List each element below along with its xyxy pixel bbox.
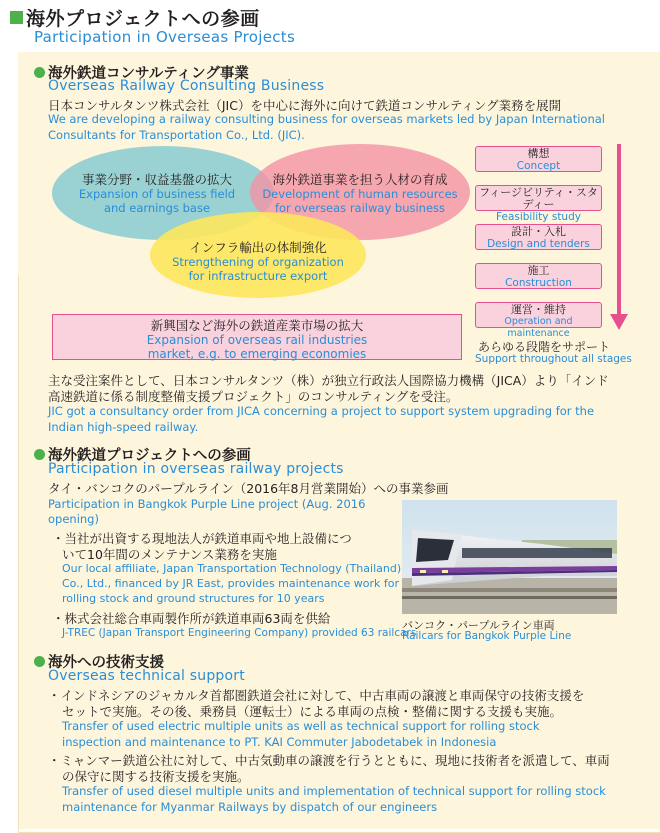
section3-bullet1-jp1: ・インドネシアのジャカルタ首都圏鉄道会社に対して、中古車両の譲渡と車両保守の技術支援を [48,688,585,703]
stage-concept: 構想 Concept [475,146,602,172]
support-label-jp: あらゆる段階をサポート [478,340,611,354]
stage-design-tenders: 設計・入札 Design and tenders [475,224,602,250]
stage-feasibility-study: フィージビリティ・スタディー Feasibility study [475,185,602,211]
section1-subtitle: Overseas Railway Consulting Business [48,78,325,94]
photo-caption-en: Railcars for Bangkok Purple Line [402,630,572,642]
bullet-dot-icon [34,449,45,460]
section1-text-en1: We are developing a railway consulting business for overseas markets led by Japan International [48,112,605,126]
section2-title: 海外鉄道プロジェクトへの参画 [34,444,251,465]
section2-bullet2-en: J-TREC (Japan Transport Engineering Company) provided 63 railcars [62,627,417,639]
section2-text-en2: opening) [48,512,99,526]
section1-title: 海外鉄道コンサルティング事業 [34,62,249,83]
order-text-jp1: 主な受注案件として、日本コンサルタンツ（株）が独立行政法人国際協力機構（JICA）より「インド [48,373,609,388]
section2-bullet1-en3: rolling stock and ground structures for 10 years [62,592,325,605]
section3-subtitle: Overseas technical support [48,668,245,684]
page-title: 海外プロジェクトへの参画 [10,4,260,31]
bangkok-purple-line-train-photo [402,500,617,614]
stage-operation-maintenance: 運営・維持 Operation and maintenance [475,302,602,328]
venn-label-human-resources: 海外鉄道事業を担う人材の育成 Development of human resources for overseas railway business [262,172,458,215]
bullet-dot-icon [34,656,45,667]
section2-text-en1: Participation in Bangkok Purple Line project (Aug. 2016 [48,497,366,511]
section3-bullet2-jp1: ・ミャンマー鉄道公社に対して、中古気動車の譲渡を行うとともに、現地に技術者を派遣して、車両 [48,753,610,768]
section2-bullet1-jp1: ・当社が出資する現地法人が鉄道車両や地上設備につ [52,531,352,546]
section3-bullet2-en2: maintenance for Myanmar Railways by dispatch of our engineers [62,800,438,814]
section2-subtitle: Participation in overseas railway projects [48,461,344,477]
section3-bullet2-jp2: の保守に関する技術支援を実施。 [62,769,250,784]
market-expansion-box: 新興国など海外の鉄道産業市場の拡大 Expansion of overseas rail industries market, e.g. to emerging economies [52,314,462,360]
section1-text-jp: 日本コンサルタンツ株式会社（JIC）を中心に海外に向けて鉄道コンサルティング業務を展開 [48,98,562,113]
section1-text-en2: Consultants for Transportation Co., Ltd. (JIC). [48,128,305,142]
section3-bullet1-en2: inspection and maintenance to PT. KAI Commuter Jabodetabek in Indonesia [62,735,497,749]
section3-bullet1-jp2: セットで実施。その後、乗務員（運転士）による車両の点検・整備に関する支援も実施。 [62,704,563,719]
venn-label-business: 事業分野・収益基盤の拡大 Expansion of business field and earnings base [78,172,236,215]
order-text-en2: Indian high-speed railway. [48,420,199,434]
green-square-icon [10,11,23,24]
venn-label-infrastructure: インフラ輸出の体制強化 Strengthening of organization for infrastructure export [172,240,344,283]
page-subtitle: Participation in Overseas Projects [34,28,296,46]
photo-caption-jp: バンコク・パープルライン車両 [402,619,555,632]
down-arrow-icon [608,144,630,332]
order-text-jp2: 高速鉄道に係る制度整備支援プロジェクト」のコンサルティングを受注。 [48,389,459,404]
section3-bullet2-en1: Transfer of used diesel multiple units and implementation of technical support for rolling stock [62,784,606,798]
section3-bullet1-en1: Transfer of used electric multiple units as well as technical support for rolling stock [62,719,540,733]
bullet-dot-icon [34,67,45,78]
section2-bullet2-jp: ・株式会社総合車両製作所が鉄道車両63両を供給 [52,611,331,626]
stage-construction: 施工 Construction [475,263,602,289]
order-text-en1: JIC got a consultancy order from JICA concerning a project to support system upgrading for the [48,404,595,418]
section3-title: 海外への技術支援 [34,651,164,672]
section2-bullet1-jp2: いて10年間のメンテナンス業務を実施 [62,547,277,562]
section2-text-jp: タイ・バンコクのパープルライン（2016年8月営業開始）への事業参画 [48,481,449,496]
support-label-en: Support throughout all stages [475,353,632,365]
section2-bullet1-en2: Co., Ltd., financed by JR East, provides maintenance work for [62,577,399,590]
section2-bullet1-en1: Our local affiliate, Japan Transportation Technology (Thailand) [62,562,402,575]
